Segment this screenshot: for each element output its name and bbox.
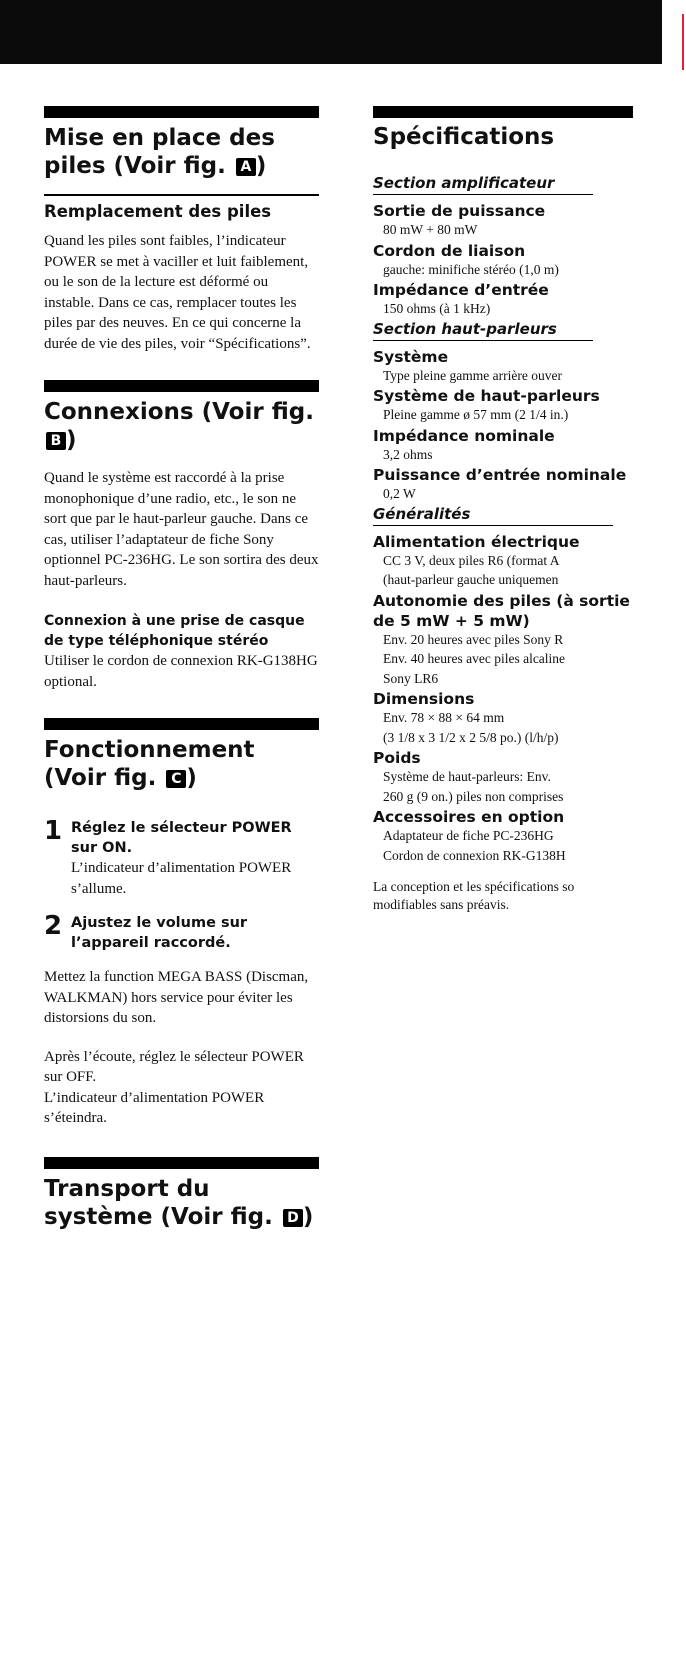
spec-value: Env. 78 × 88 × 64 mm	[383, 710, 505, 725]
spec-value: Env. 40 heures avec piles alcaline	[383, 651, 566, 666]
spec-label: Autonomie des piles (à sortie	[373, 591, 630, 610]
subsection-title: Connexion à une prise de casque de type téléphonique stéréo	[44, 613, 305, 649]
right-column	[373, 106, 686, 915]
spec-value: Adaptateur de fiche PC-236HG	[383, 828, 554, 843]
step-heading: Ajustez le volume sur l’appareil raccordé.	[71, 915, 248, 951]
spec-label: de 5 mW + 5 mW)	[373, 611, 530, 630]
spec-value: (3 1/8 x 3 1/2 x 2 5/8 po.) (l/h/p)	[383, 729, 559, 745]
spec-label: Cordon de liaison	[373, 241, 526, 260]
section-bar	[373, 106, 633, 118]
spec-value: gauche: minifiche stéréo (1,0 m)	[383, 261, 559, 277]
step-1	[44, 818, 319, 899]
spec-label: Dimensions	[373, 690, 475, 708]
step-number: 2	[44, 911, 63, 941]
spec-label: Sortie de puissance	[373, 202, 546, 220]
section-title-operation: Fonctionnement (Voir fig. C )	[44, 737, 255, 791]
spec-value: Cordon de connexion RK-G138H	[383, 847, 566, 863]
paragraph: Utiliser le cordon de connexion RK-G138HG optional.	[44, 653, 318, 690]
spec-value: Env. 20 heures avec piles Sony R	[383, 631, 564, 647]
spec-value: Sony LR6	[383, 670, 439, 686]
spec-value: Type pleine gamme arrière ouver	[383, 367, 562, 383]
paragraph: Quand les piles sont faibles, l’indicateur POWER se met à vaciller et luit faiblement, ou le son de la lecture est déformé ou instable. Dans ce cas, remplacer toutes les piles par des neuves. En ce qui concerne la durée de vie des piles, voir “Spécifications”.	[44, 233, 311, 352]
spec-label: Accessoires en option	[373, 808, 565, 826]
fig-d-badge: D	[283, 1209, 303, 1227]
spec-note: modifiables sans préavis.	[373, 896, 510, 912]
paragraph: Mettez la function MEGA BASS (Discman, WALKMAN) hors service pour éviter les distorsions du son.	[44, 969, 309, 1026]
spec-section-heading: Section haut-parleurs	[373, 320, 593, 341]
page-edge-mark	[682, 14, 684, 70]
spec-value: (haut-parleur gauche uniquemen	[383, 572, 559, 587]
paragraph: Quand le système est raccordé à la prise monophonique d’une radio, etc., le son ne sort que par le haut-parleur gauche. Dans ce cas, utiliser l’adaptateur de fiche Sony optionnel PC-236HG. Le son sortira des deux haut-parleurs.	[44, 470, 319, 589]
spec-label: Alimentation électrique	[373, 532, 580, 551]
spec-value: Pleine gamme ø 57 mm (2 1/4 in.)	[383, 407, 569, 422]
header-black-band	[0, 0, 662, 64]
fig-b-badge: B	[46, 432, 66, 450]
paragraph: Après l’écoute, réglez le sélecteur POWER sur OFF.	[44, 1048, 304, 1085]
spec-label: Système de haut-parleurs	[373, 387, 600, 405]
spec-note: La conception et les spécifications so	[373, 879, 575, 894]
spec-label: Impédance nominale	[373, 426, 555, 445]
left-column	[44, 106, 319, 1231]
section-title-batteries: Mise en place des piles (Voir fig. A )	[44, 125, 275, 179]
spec-label: Système	[373, 347, 449, 366]
spec-value: 80 mW + 80 mW	[383, 222, 478, 237]
fig-c-badge: C	[166, 770, 186, 788]
spec-section-heading: Généralités	[373, 505, 613, 526]
spec-value: 0,2 W	[383, 486, 416, 501]
spec-value: 150 ohms (à 1 kHz)	[383, 301, 491, 316]
section-title-connections: Connexions (Voir fig. B )	[44, 399, 314, 453]
step-2	[44, 913, 319, 953]
section-bar	[44, 718, 319, 730]
spec-label: Impédance d’entrée	[373, 281, 549, 299]
step-text: L’indicateur d’alimentation POWER s’allume.	[71, 860, 292, 897]
spec-value: CC 3 V, deux piles R6 (format A	[383, 552, 560, 568]
paragraph: L’indicateur d’alimentation POWER s’éteindra.	[44, 1089, 265, 1126]
step-number: 1	[44, 816, 63, 846]
spec-section-heading: Section amplificateur	[373, 174, 593, 195]
section-rule	[44, 194, 319, 196]
fig-a-badge: A	[236, 158, 256, 176]
subsection-title: Remplacement des piles	[44, 202, 272, 221]
specifications-title: Spécifications	[373, 124, 555, 150]
step-heading: Réglez le sélecteur POWER sur ON.	[71, 820, 292, 856]
spec-label: Poids	[373, 749, 421, 767]
section-bar	[44, 1157, 319, 1169]
spec-value: 260 g (9 on.) piles non comprises	[383, 788, 564, 804]
spec-value: Système de haut-parleurs: Env.	[383, 769, 551, 784]
spec-label: Puissance d’entrée nominale	[373, 466, 627, 484]
section-bar	[44, 106, 319, 118]
spec-value: 3,2 ohms	[383, 446, 433, 462]
section-bar	[44, 380, 319, 392]
section-title-transport: Transport du système (Voir fig. D )	[44, 1175, 314, 1230]
